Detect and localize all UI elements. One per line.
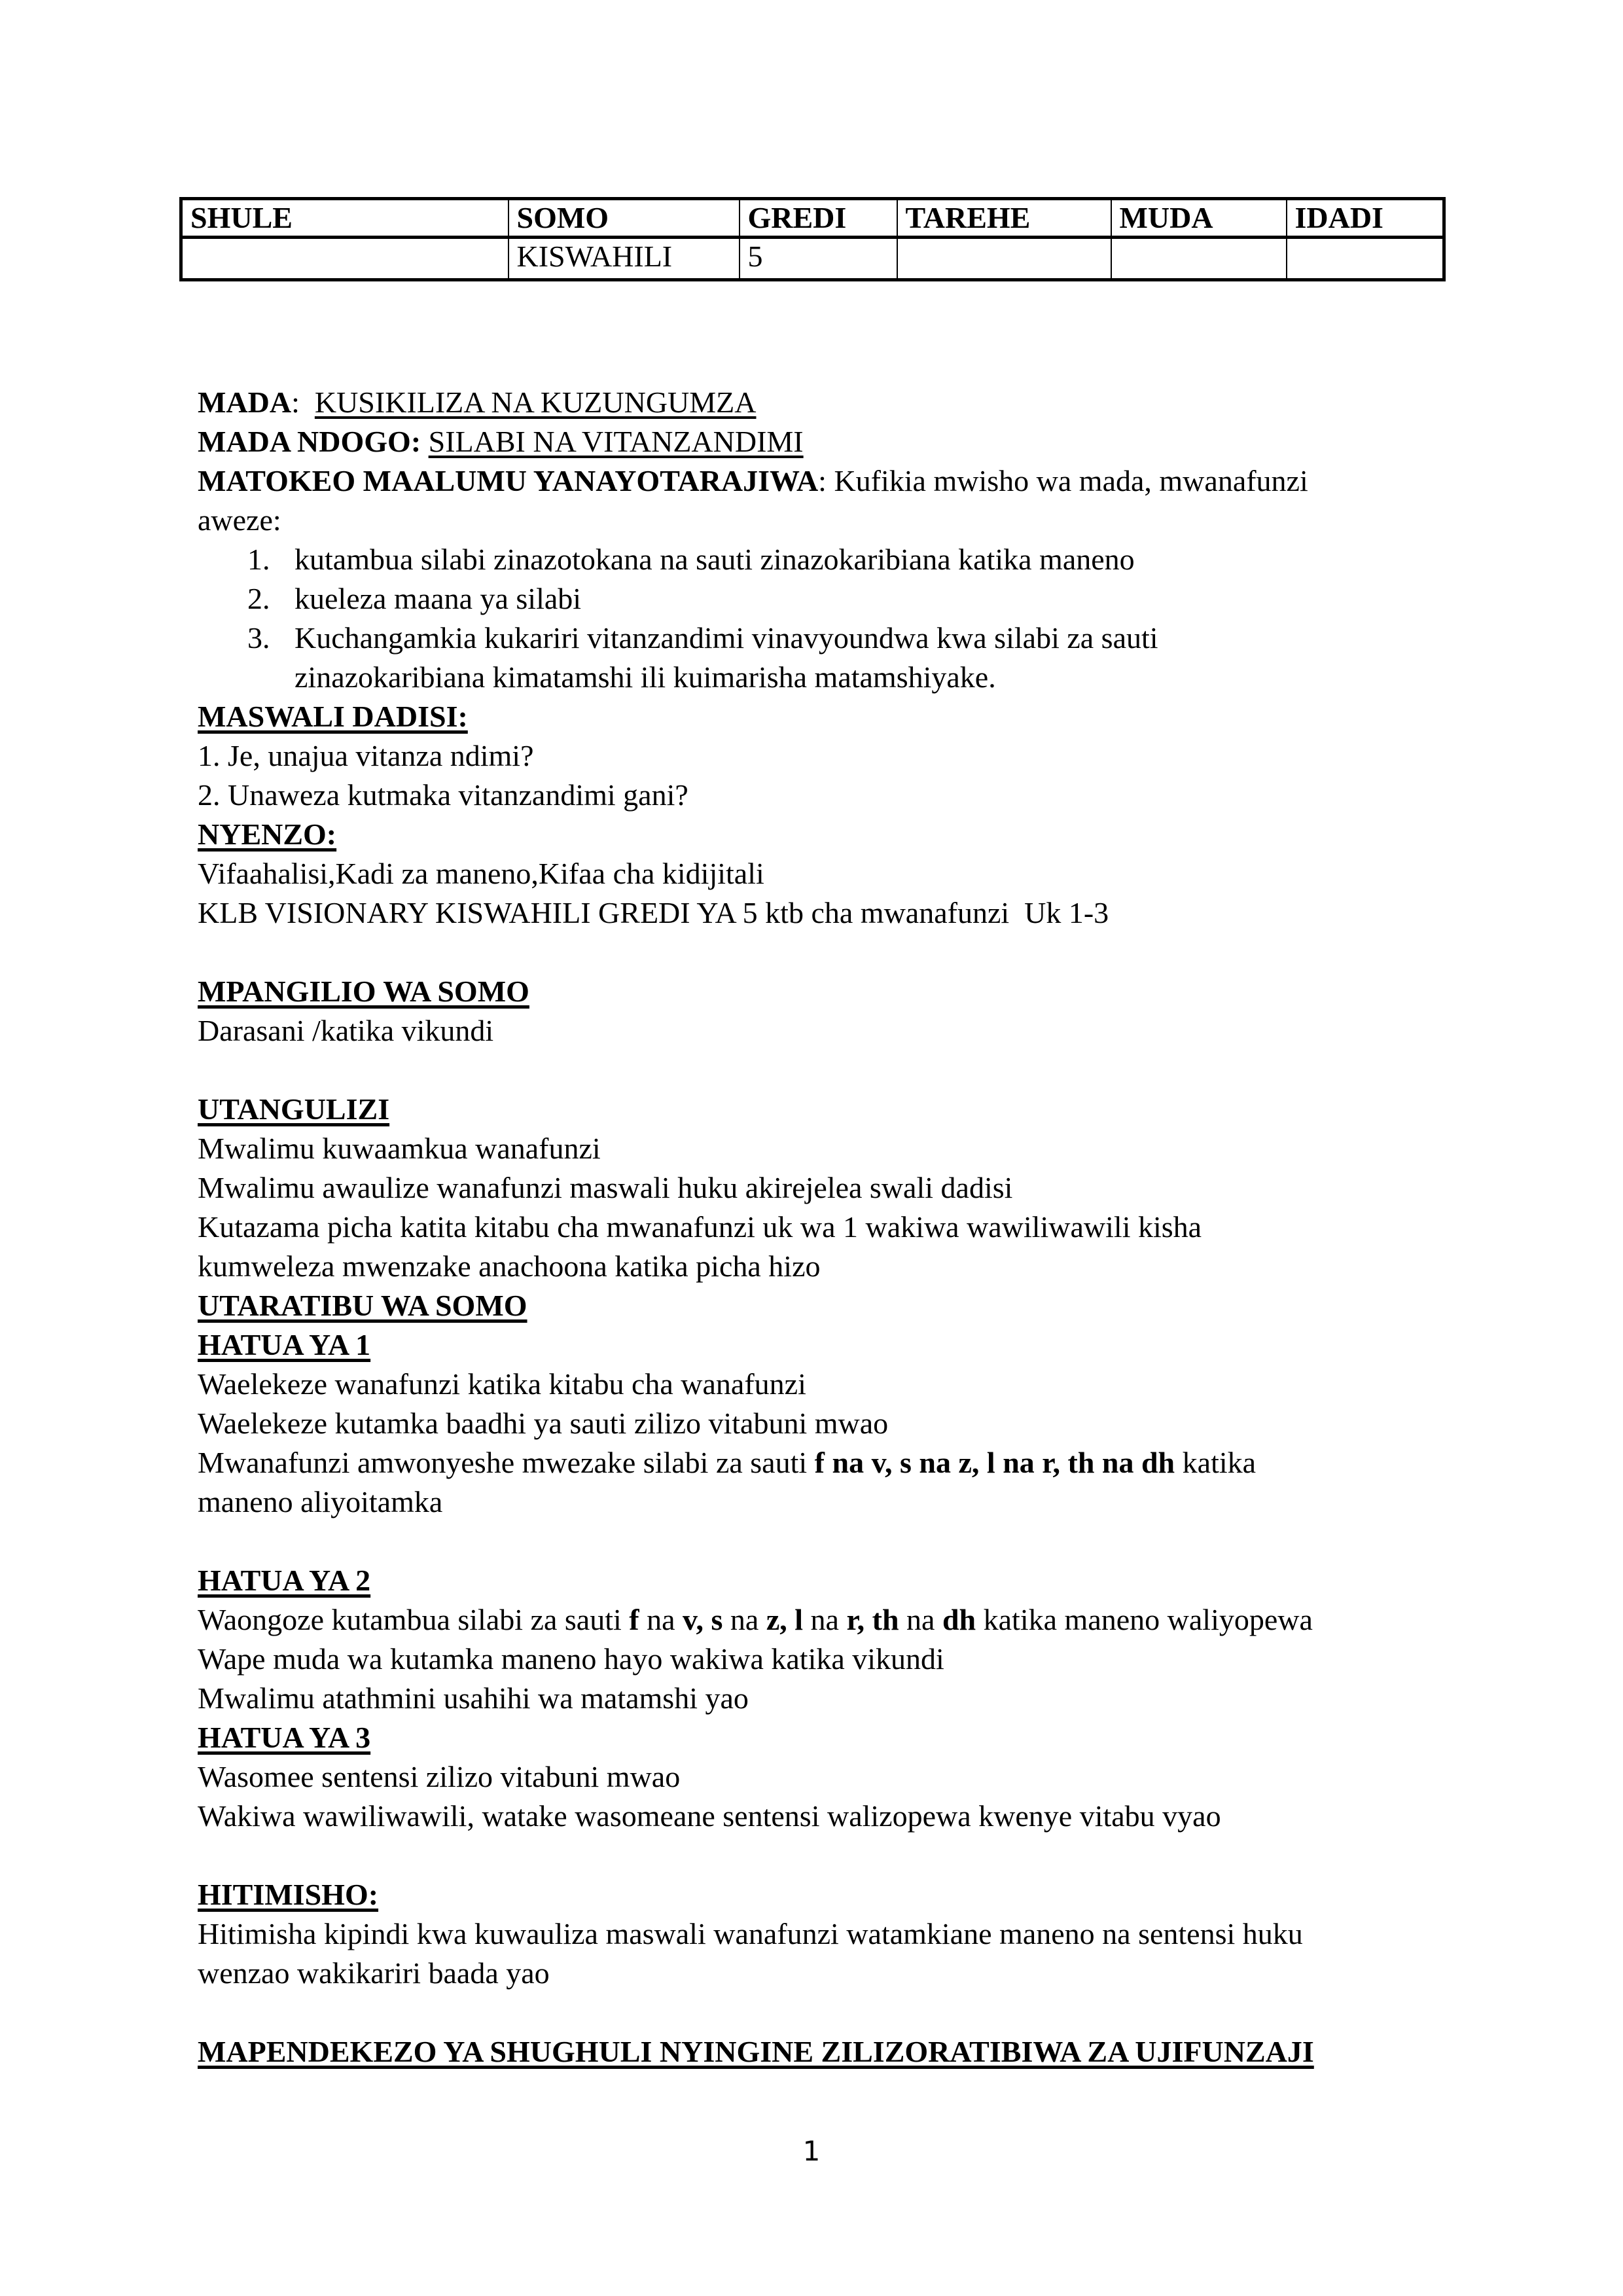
matokeo-line: [198, 461, 1454, 501]
spacer: [198, 1993, 1454, 2032]
list-item: [198, 619, 1454, 697]
text-segment: Waongoze kutambua silabi za sauti: [198, 1603, 630, 1636]
hatua-1-line: [198, 1443, 1454, 1482]
section-heading: NYENZO:: [198, 817, 337, 851]
header-cell-muda: MUDA: [1111, 199, 1287, 238]
spacer: [198, 1522, 1454, 1561]
utangulizi-line: kumweleza mwenzake anachoona katika picha hizo: [198, 1249, 821, 1283]
step-heading: HATUA YA 1: [198, 1328, 371, 1361]
bold-text-segment: r, th: [846, 1603, 899, 1636]
matokeo-label: MATOKEO MAALUMU YANAYOTARAJIWA: [198, 464, 819, 497]
lesson-info-table: [179, 197, 1446, 281]
spacer: [198, 1050, 1454, 1090]
hatua-2-heading: [198, 1561, 1454, 1600]
header-cell-idadi: IDADI: [1287, 199, 1444, 238]
list-text: Kuchangamkia kukariri vitanzandimi vinavyoundwa kwa silabi za sauti zinazokaribiana kimatamshi ili kuimarisha matamshiyake.: [294, 621, 1158, 694]
section-heading: HITIMISHO:: [198, 1878, 379, 1911]
lesson-plan-body: [198, 383, 1454, 2072]
bold-text-segment: dh: [942, 1603, 976, 1636]
question-item: 1. Je, unajua vitanza ndimi?: [198, 739, 534, 772]
utaratibu-heading: [198, 1286, 1454, 1325]
mada-ndogo-line: [198, 422, 1454, 461]
text-segment: Mwanafunzi amwonyeshe mwezake silabi za sauti: [198, 1446, 815, 1479]
mpangilio-heading: [198, 972, 1454, 1011]
bold-text-segment: f: [629, 1603, 639, 1636]
hatua-1-heading: [198, 1325, 1454, 1365]
list-number: 1.: [247, 543, 270, 576]
mada-ndogo-separator: [421, 425, 429, 458]
bold-text-segment: f na v, s na z, l na r, th na dh: [814, 1446, 1175, 1479]
hatua-1-line: Waelekeze wanafunzi katika kitabu cha wanafunzi: [198, 1367, 806, 1401]
hatua-2-line: Mwalimu atathmini usahihi wa matamshi yao: [198, 1681, 749, 1715]
hatua-3-line: Wakiwa wawiliwawili, watake wasomeane sentensi walizopewa kwenye vitabu vyao: [198, 1799, 1221, 1833]
nyenzo-line: Vifaahalisi,Kadi za maneno,Kifaa cha kidijitali: [198, 857, 764, 890]
list-item: [198, 579, 1454, 619]
spacer: [198, 1836, 1454, 1875]
page-number: 1: [802, 2135, 821, 2167]
matokeo-text: : Kufikia mwisho wa mada, mwanafunzi: [818, 464, 1308, 497]
text-segment: na: [639, 1603, 683, 1636]
bold-text-segment: z, l: [766, 1603, 804, 1636]
section-heading: MAPENDEKEZO YA SHUGHULI NYINGINE ZILIZORATIBIWA ZA UJIFUNZAJI: [198, 2035, 1314, 2068]
mada-separator: :: [291, 386, 315, 419]
list-text: kueleza maana ya silabi: [294, 582, 582, 615]
header-cell-somo: SOMO: [508, 199, 740, 238]
cell-shule: [181, 238, 508, 280]
hatua-2-line: [198, 1600, 1454, 1640]
maswali-dadisi-heading: [198, 697, 1454, 736]
mada-ndogo-value: SILABI NA VITANZANDIMI: [428, 425, 804, 458]
text-segment: na: [722, 1603, 766, 1636]
section-heading: UTANGULIZI: [198, 1092, 390, 1126]
table-header-row: [181, 199, 1444, 238]
list-text: kutambua silabi zinazotokana na sauti zinazokaribiana katika maneno: [294, 543, 1135, 576]
nyenzo-heading: [198, 815, 1454, 854]
hatua-2-line: Wape muda wa kutamka maneno hayo wakiwa katika vikundi: [198, 1642, 944, 1676]
spacer: [198, 933, 1454, 972]
hatua-3-heading: [198, 1718, 1454, 1757]
hitimisho-line: wenzao wakikariri baada yao: [198, 1956, 550, 1990]
cell-idadi: [1287, 238, 1444, 280]
cell-tarehe: [897, 238, 1111, 280]
mada-ndogo-label: MADA NDOGO:: [198, 425, 421, 458]
cell-somo: KISWAHILI: [508, 238, 740, 280]
matokeo-continuation: aweze:: [198, 503, 281, 537]
mada-value: KUSIKILIZA NA KUZUNGUMZA: [314, 386, 757, 419]
step-heading: HATUA YA 2: [198, 1564, 371, 1597]
list-number: 2.: [247, 582, 270, 615]
text-segment: katika: [1175, 1446, 1257, 1479]
utangulizi-line: Mwalimu kuwaamkua wanafunzi: [198, 1132, 601, 1165]
section-heading: MPANGILIO WA SOMO: [198, 975, 529, 1008]
text-segment: katika maneno waliyopewa: [976, 1603, 1313, 1636]
header-cell-gredi: GREDI: [740, 199, 897, 238]
mpangilio-line: Darasani /katika vikundi: [198, 1014, 494, 1047]
hatua-3-line: Wasomee sentensi zilizo vitabuni mwao: [198, 1760, 681, 1793]
question-item: 2. Unaweza kutmaka vitanzandimi gani?: [198, 778, 688, 812]
utangulizi-line: Kutazama picha katita kitabu cha mwanafunzi uk wa 1 wakiwa wawiliwawili kisha: [198, 1210, 1202, 1244]
list-item: [198, 540, 1454, 579]
step-heading: HATUA YA 3: [198, 1721, 371, 1754]
objectives-list: [198, 540, 1454, 697]
text-segment: na: [803, 1603, 847, 1636]
table-row: [181, 238, 1444, 280]
hatua-1-line: maneno aliyoitamka: [198, 1485, 443, 1518]
text-segment: na: [899, 1603, 942, 1636]
bold-text-segment: v, s: [683, 1603, 723, 1636]
section-heading: UTARATIBU WA SOMO: [198, 1289, 527, 1322]
hitimisho-heading: [198, 1875, 1454, 1914]
header-cell-tarehe: TAREHE: [897, 199, 1111, 238]
section-heading: MASWALI DADISI:: [198, 700, 468, 733]
cell-muda: [1111, 238, 1287, 280]
mada-label: MADA: [198, 386, 292, 419]
header-cell-shule: SHULE: [181, 199, 508, 238]
utangulizi-heading: [198, 1090, 1454, 1129]
utangulizi-line: Mwalimu awaulize wanafunzi maswali huku akirejelea swali dadisi: [198, 1171, 1013, 1204]
hitimisho-line: Hitimisha kipindi kwa kuwauliza maswali wanafunzi watamkiane maneno na sentensi huku: [198, 1917, 1303, 1950]
nyenzo-line: KLB VISIONARY KISWAHILI GREDI YA 5 ktb cha mwanafunzi Uk 1-3: [198, 896, 1109, 929]
list-number: 3.: [247, 621, 270, 655]
mada-line: [198, 383, 1454, 422]
mapendekezo-heading: [198, 2032, 1454, 2072]
cell-gredi: 5: [740, 238, 897, 280]
hatua-1-line: Waelekeze kutamka baadhi ya sauti zilizo vitabuni mwao: [198, 1407, 889, 1440]
